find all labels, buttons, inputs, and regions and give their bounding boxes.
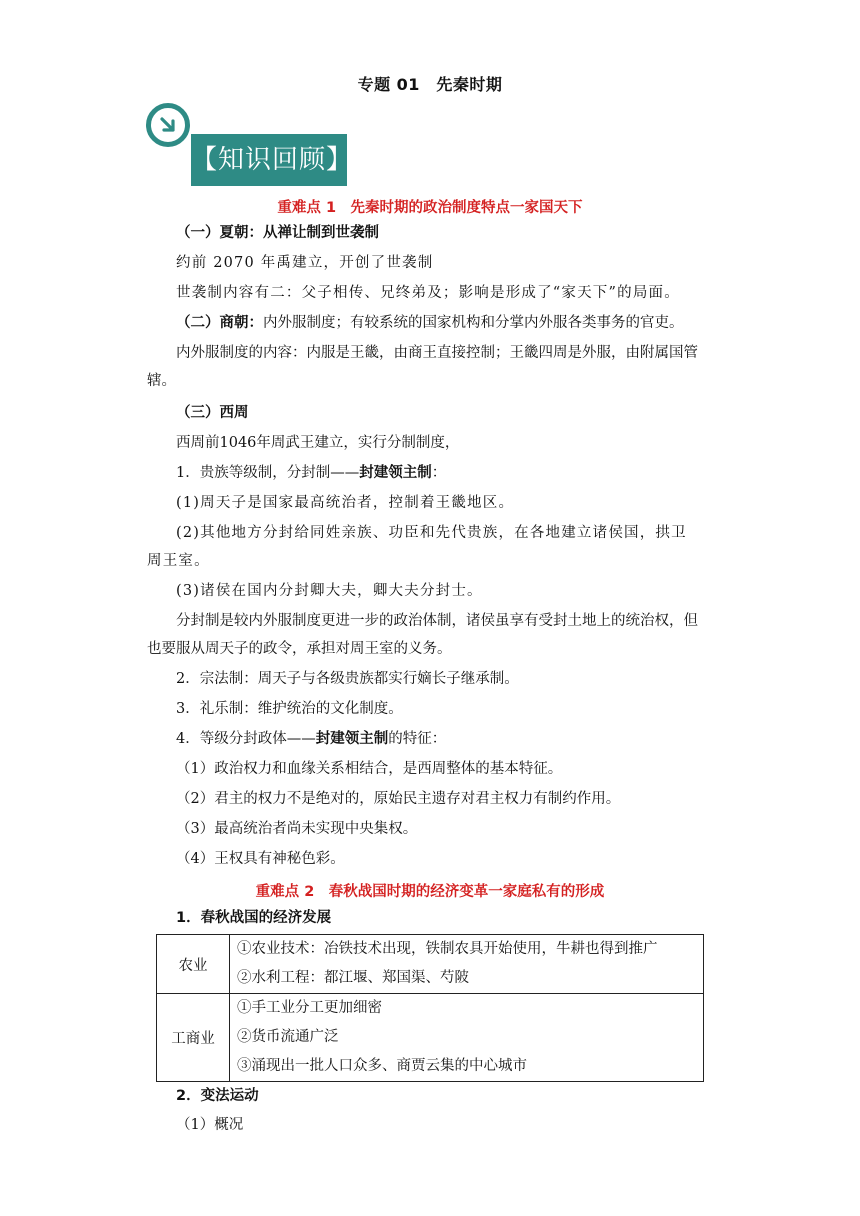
economy-table <box>156 934 704 1082</box>
zhou-item-2: 2．宗法制：周天子与各级贵族都实行嫡长子继承制。 <box>176 671 519 687</box>
reform-subheading: 2．变法运动 <box>176 1088 259 1104</box>
feature-4: （4）王权具有神秘色彩。 <box>176 851 345 867</box>
arrow-circle-icon <box>156 113 180 137</box>
table-row <box>157 935 704 994</box>
table-items <box>230 935 704 994</box>
feature-3: （3）最高统治者尚未实现中央集权。 <box>176 821 418 837</box>
shang-paragraph-2b: 辖。 <box>147 373 176 389</box>
zhou-sub-1: (1)周天子是国家最高统治者，控制着王畿地区。 <box>176 495 515 511</box>
table-row <box>157 994 704 1082</box>
table-category: 农业 <box>157 935 230 994</box>
table-item: ③涌现出一批人口众多、商贾云集的中心城市 <box>237 1058 527 1074</box>
zhou-item-4-text: 4．等级分封政体—— <box>176 731 316 747</box>
zhou-paragraph-2b: 也要服从周天子的政令，承担对周王室的义务。 <box>147 641 452 657</box>
zhou-item-1-colon: ： <box>431 465 447 481</box>
section2-heading: 重难点 2 春秋战国时期的经济变革一家庭私有的形成 <box>255 884 605 900</box>
table-item: ②水利工程：都江堰、郑国渠、芍陂 <box>237 970 469 986</box>
zhou-item-3: 3．礼乐制：维护统治的文化制度。 <box>176 701 403 717</box>
zhou-sub-2b: 周王室。 <box>147 553 210 569</box>
zhou-item-1 <box>176 463 446 483</box>
table-item: ②货币流通广泛 <box>237 1029 339 1045</box>
zhou-item-4-bold: 封建领主制 <box>315 731 389 747</box>
zhou-title: （三）西周 <box>176 405 249 421</box>
zhou-sub-2a: (2)其他地方分封给同姓亲族、功臣和先代贵族，在各地建立诸侯国，拱卫 <box>176 525 687 541</box>
shang-line <box>176 313 684 333</box>
zhou-item-4-suffix: 的特征： <box>388 731 447 747</box>
economy-subheading: 1．春秋战国的经济发展 <box>176 910 332 926</box>
zhou-paragraph-1: 西周前1046年周武王建立，实行分制制度， <box>176 435 460 451</box>
table-item: ①农业技术：冶铁技术出现，铁制农具开始使用，牛耕也得到推广 <box>237 941 658 957</box>
section1-heading: 重难点 1 先秦时期的政治制度特点一家国天下 <box>277 200 583 216</box>
feature-2: （2）君主的权力不是绝对的，原始民主遗存对君主权力有制约作用。 <box>176 791 621 807</box>
xia-paragraph-2: 世袭制内容有二：父子相传、兄终弟及；影响是形成了“家天下”的局面。 <box>176 285 680 301</box>
table-category: 工商业 <box>157 994 230 1082</box>
xia-paragraph-1: 约前 2070 年禹建立，开创了世袭制 <box>176 255 434 271</box>
zhou-paragraph-2a: 分封制是较内外服制度更进一步的政治体制，诸侯虽享有受封土地上的统治权，但 <box>176 613 698 629</box>
zhou-item-4 <box>176 729 446 749</box>
table-item: ①手工业分工更加细密 <box>237 1000 382 1016</box>
xia-title: （一）夏朝：从禅让制到世袭制 <box>176 225 379 241</box>
zhou-sub-3: (3)诸侯在国内分封卿大夫，卿大夫分封士。 <box>176 583 483 599</box>
section-badge: 【知识回顾】 <box>191 134 347 186</box>
zhou-item-1-bold: 封建领主制 <box>359 465 432 481</box>
page-title: 专题 01 先秦时期 <box>357 75 503 94</box>
shang-label: （二）商朝： <box>176 315 263 331</box>
shang-paragraph-2a: 内外服制度的内容：内服是王畿，由商王直接控制；王畿四周是外服，由附属国管 <box>176 345 698 361</box>
reform-overview: （1）概况 <box>176 1117 244 1133</box>
shang-text: 内外服制度；有较系统的国家机构和分掌内外服各类事务的官吏。 <box>263 315 684 331</box>
zhou-item-1-text: 1．贵族等级制，分封制—— <box>176 465 360 481</box>
feature-1: （1）政治权力和血缘关系相结合，是西周整体的基本特征。 <box>176 761 563 777</box>
badge-circle <box>146 103 190 147</box>
table-items <box>230 994 704 1082</box>
